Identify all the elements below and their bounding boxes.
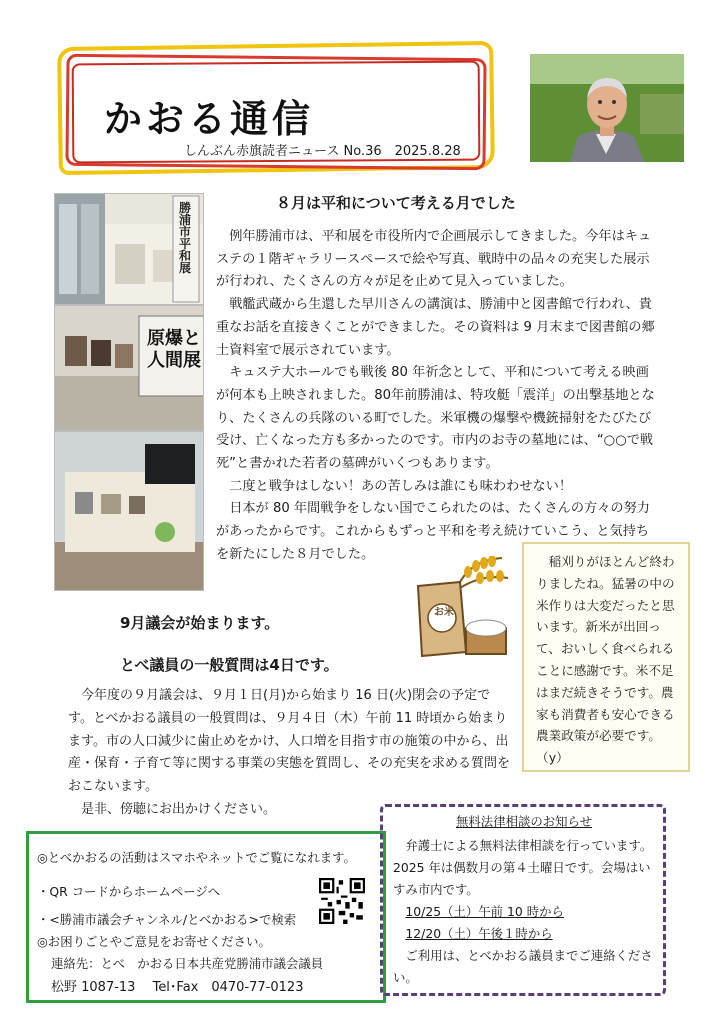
rice-bag-label: お米 bbox=[434, 607, 454, 618]
legal-paragraph: 弁護士による無料法律相談を行っています。2025 年は偶数月の第４土曜日です。会場はいすみ市内です。 bbox=[393, 838, 653, 897]
legal-date-1: 10/25（土）午前 10 時から bbox=[405, 904, 564, 919]
session-subheading: とべ議員の一般質問は4日です。 bbox=[120, 656, 339, 674]
qr-code[interactable] bbox=[319, 878, 365, 924]
legal-consultation-notice bbox=[380, 804, 666, 996]
session-paragraph: 是非、傍聴にお出かけください。 bbox=[81, 801, 277, 817]
contact-line-address: 松野 1087-13 Tel･Fax 0470-77-0123 bbox=[51, 980, 304, 995]
main-article-heading: ８月は平和について考える月でした bbox=[276, 194, 516, 212]
exhibition-sign-2 bbox=[147, 328, 201, 372]
exhibition-photo-2 bbox=[54, 305, 204, 431]
contact-line-qr: ・QR コードからホームページへ bbox=[37, 884, 221, 899]
contact-box bbox=[26, 831, 386, 1003]
article-paragraph: 日本が 80 年間戦争をしない国でこられたのは、たくさんの方々の努力があったからです。これからもずっと平和を考え続けていこう、と気持ちを新たにした８月でした。 bbox=[216, 501, 650, 562]
contact-line-search: ・<勝浦市議会チャンネル/とべかおる>で検索 bbox=[37, 912, 297, 927]
councilor-portrait-photo bbox=[530, 54, 684, 162]
session-heading: 9月議会が始まります。 bbox=[120, 614, 280, 632]
contact-line-online: ◎とべかおるの活動はスマホやネットでご覧になれます。 bbox=[37, 850, 356, 865]
legal-heading: 無料法律相談のお知らせ bbox=[456, 814, 592, 829]
contact-line-name: 連絡先：とべ かおる日本共産党勝浦市議会議員 bbox=[51, 956, 324, 971]
article-paragraph: 戦艦武蔵から生還した早川さんの講演は、勝浦中と図書館で行われ、貴重なお話を直接きくことができました。その資料は 9 月末まで図書館の郷土資料室で展示されています。 bbox=[216, 297, 655, 358]
legal-closing: ご利用は、とべかおる議員までご連絡ください。 bbox=[393, 948, 653, 985]
exhibition-sign-1: 勝浦市平和展 bbox=[179, 201, 192, 275]
portrait-illustration bbox=[530, 54, 684, 162]
contact-line-feedback: ◎お困りごとやご意見をお寄せください。 bbox=[37, 934, 271, 949]
rice-harvest-note bbox=[522, 542, 690, 772]
session-body bbox=[68, 685, 514, 822]
article-paragraph: 二度と戦争はしない！あの苦しみは誰にも味わわせない！ bbox=[229, 478, 573, 494]
exhibition-sign-2-line-2: 人間展 bbox=[147, 350, 201, 371]
session-paragraph: 今年度の９月議会は、９月１日(月)から始まり 16 日(火)閉会の予定です。とべかおる議員の一般質問は、９月４日（木）午前 11 時頃から始まります。市の人口減少に歯止めをかけ、人口増を目指す市の施策の中から、出産・保育・子育て等に関する事業の実態を質問し、その充実を求める質問をおこないます。 bbox=[68, 688, 511, 795]
newsletter-title: かおる通信 bbox=[104, 97, 315, 141]
exhibition-sign-2-line-1: 原爆と bbox=[147, 328, 201, 349]
article-paragraph: キュステ大ホールでも戦後 80 年祈念として、平和について考える映画が何本も上映されました。80年前勝浦は、特攻艇「震洋」の出撃基地となり、たくさんの兵隊のいる町でした。米軍機の爆撃や機銃掃射をたびたび受け、亡くなった方も多かったのです。市内のお寺の墓地には、“○○で戦死”と書かれた若者の墓碑がいくつもあります。 bbox=[216, 365, 655, 472]
exhibition-photo-3 bbox=[54, 431, 204, 591]
rice-bag-illustration bbox=[410, 556, 510, 660]
note-paragraph: 稲刈りがほとんど終わりましたね。猛暑の中の米作りは大変だったと思います。新米が出回って、おいしく食べられることに感謝です。米不足はまだ続きそうです。農家も消費者も安心できる農業政策が必要です。（y） bbox=[536, 554, 675, 766]
exhibition-photo-1 bbox=[54, 193, 204, 305]
exhibition-photos bbox=[54, 193, 204, 591]
article-paragraph: 例年勝浦市は、平和展を市役所内で企画展示してきました。今年はキュステの１階ギャラリースペースで絵や写真、戦時中の品々の充実した展示が行われ、たくさんの方々が足を止めて見入っていました。 bbox=[216, 229, 652, 290]
legal-date-2: 12/20（土）午後１時から bbox=[405, 926, 553, 941]
main-article-body bbox=[216, 226, 661, 567]
newsletter-subtitle: しんぶん赤旗読者ニュース No.36 2025.8.28 bbox=[184, 144, 461, 159]
